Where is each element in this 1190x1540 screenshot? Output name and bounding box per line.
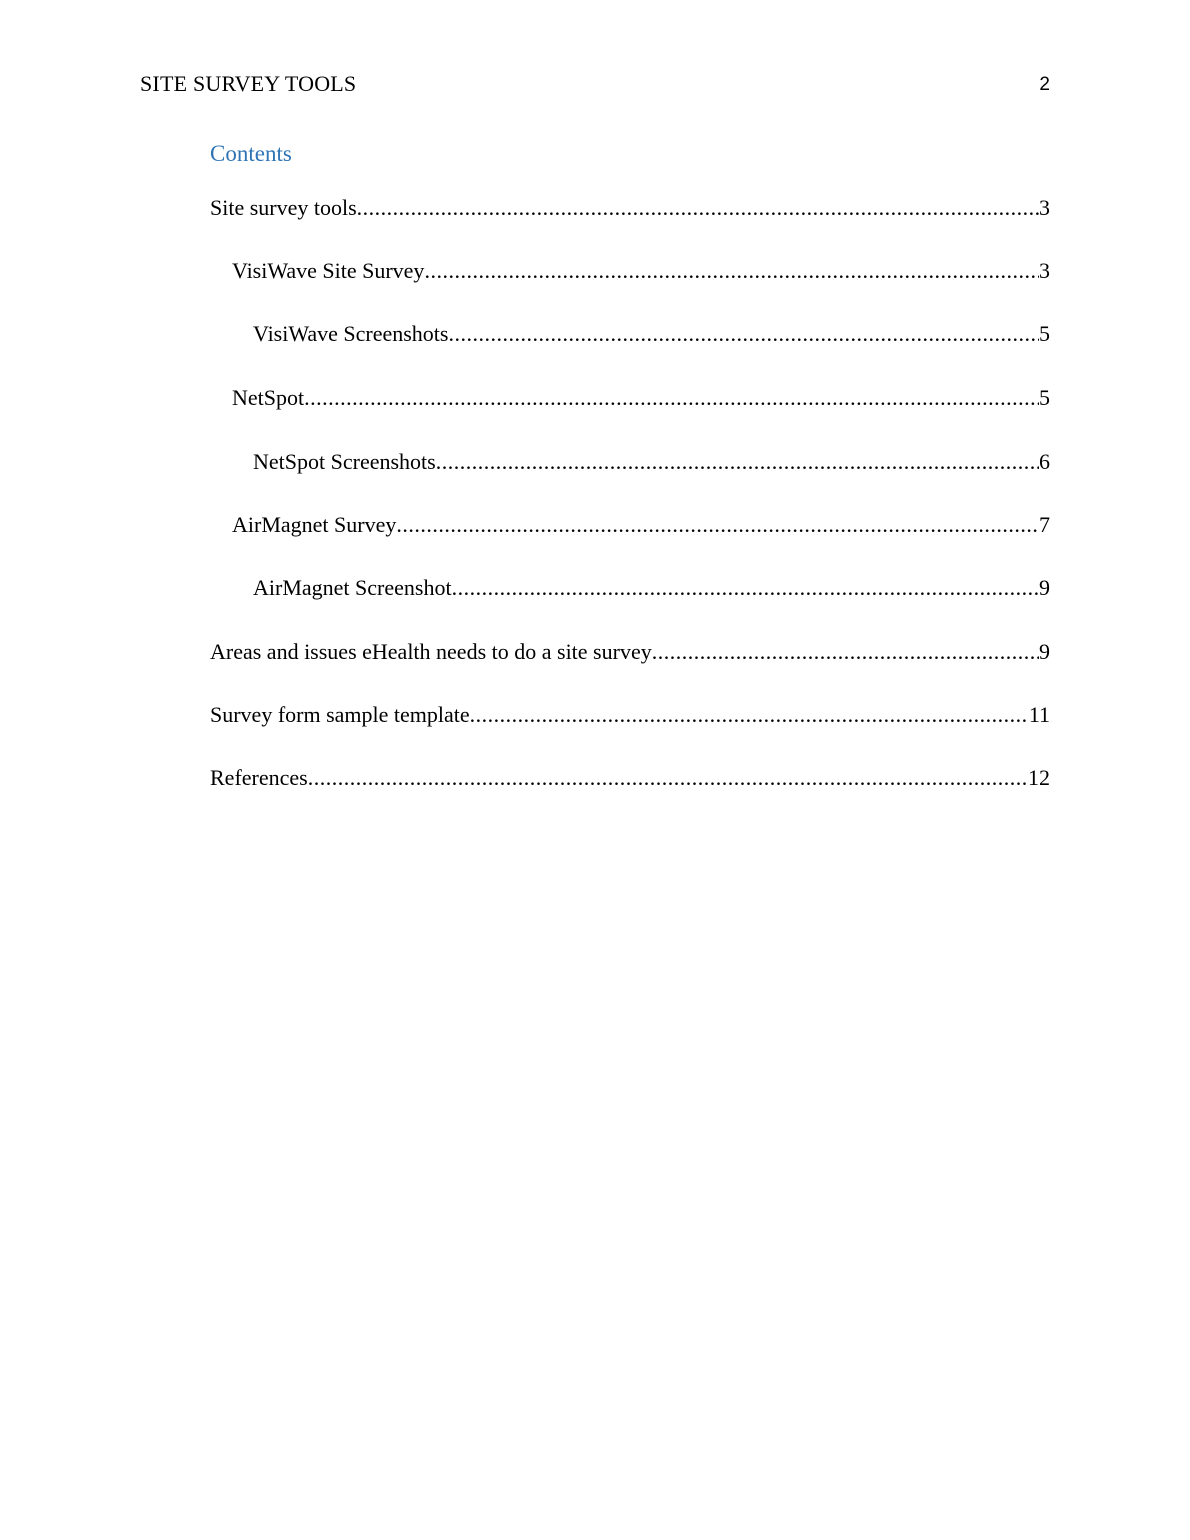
toc-entry-references[interactable] (210, 763, 1050, 793)
toc-entry-netspot[interactable] (210, 383, 1050, 413)
toc-entry-label: NetSpot (232, 385, 305, 410)
dot-leader (448, 319, 1039, 349)
toc-entry-label: NetSpot Screenshots (253, 449, 436, 474)
dot-leader (452, 573, 1039, 603)
toc-entry-label: Survey form sample template (210, 702, 470, 727)
toc-entry-page: 3 (1039, 195, 1050, 220)
toc-entry-survey-form-template[interactable] (210, 700, 1050, 730)
toc-entry-page: 9 (1039, 639, 1050, 664)
toc-entry-visiwave-site-survey[interactable] (210, 256, 1050, 286)
toc-entry-label: VisiWave Site Survey (232, 258, 425, 283)
toc-entry-page: 5 (1039, 385, 1050, 410)
toc-entry-label: AirMagnet Survey (232, 512, 397, 537)
dot-leader (436, 447, 1039, 477)
running-head: SITE SURVEY TOOLS (140, 71, 357, 96)
toc-entry-label: Areas and issues eHealth needs to do a site survey (210, 639, 652, 664)
toc-entry-airmagnet-survey[interactable] (210, 510, 1050, 540)
dot-leader (308, 763, 1028, 793)
toc-entry-label: AirMagnet Screenshot (253, 575, 452, 600)
toc-entry-areas-and-issues[interactable] (210, 637, 1050, 667)
toc-entry-airmagnet-screenshot[interactable] (210, 573, 1050, 603)
dot-leader (470, 700, 1029, 730)
dot-leader (357, 193, 1039, 223)
dot-leader (424, 256, 1039, 286)
toc-entry-label: References (210, 765, 308, 790)
dot-leader (304, 383, 1039, 413)
toc-title: Contents (210, 141, 292, 166)
toc-entry-page: 9 (1039, 575, 1050, 600)
toc-entry-label: VisiWave Screenshots (253, 321, 449, 346)
toc-entry-label: Site survey tools (210, 195, 357, 220)
toc-entry-visiwave-screenshots[interactable] (210, 319, 1050, 349)
toc-entry-page: 6 (1039, 449, 1050, 474)
dot-leader (652, 637, 1039, 667)
toc-entry-page: 3 (1039, 258, 1050, 283)
dot-leader (396, 510, 1039, 540)
toc-entry-page: 7 (1039, 512, 1050, 537)
toc-entry-page: 11 (1028, 702, 1050, 727)
toc-entry-page: 5 (1039, 321, 1050, 346)
toc-entry-page: 12 (1028, 765, 1050, 790)
page-number: 2 (1039, 74, 1050, 95)
toc-entry-netspot-screenshots[interactable] (210, 447, 1050, 477)
toc-entry-site-survey-tools[interactable] (210, 193, 1050, 223)
